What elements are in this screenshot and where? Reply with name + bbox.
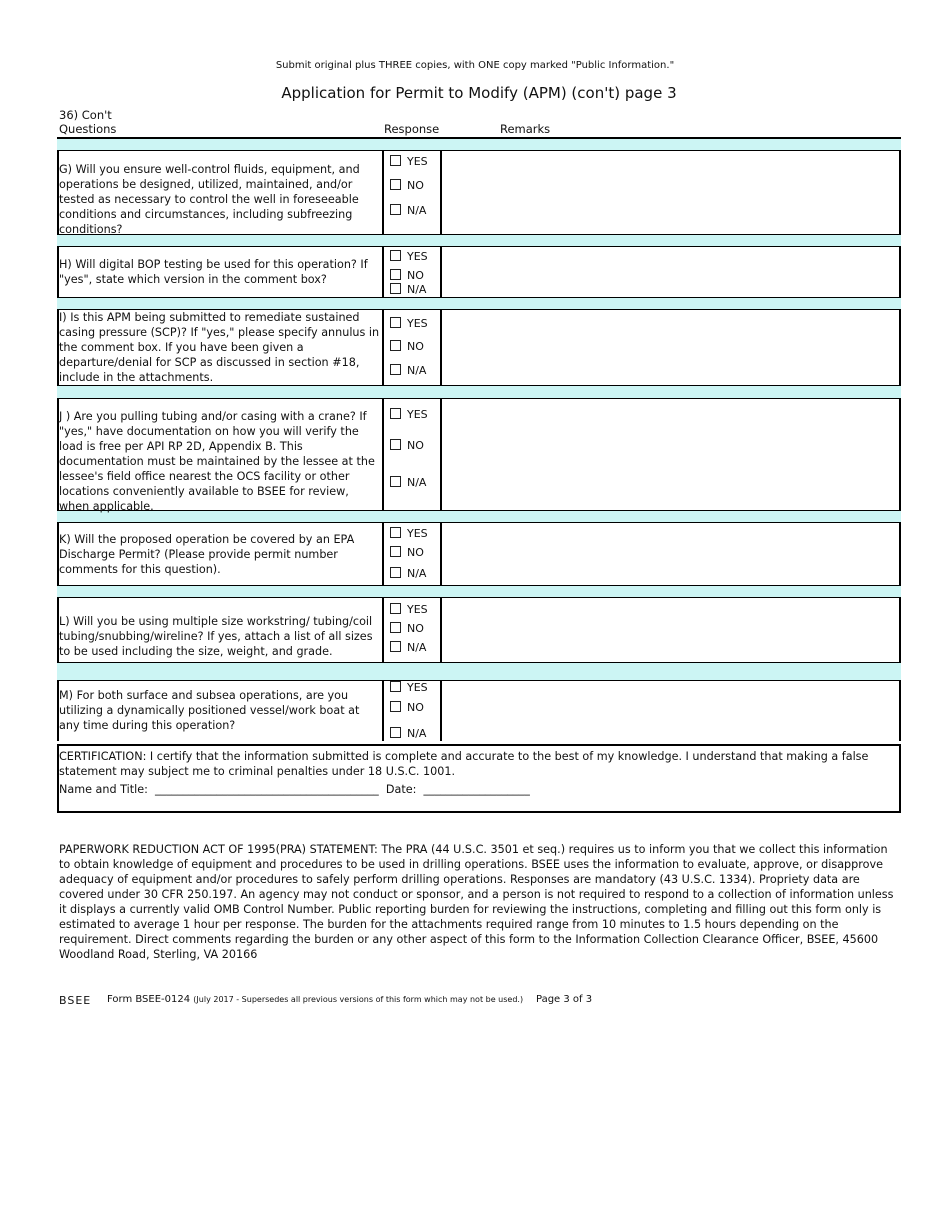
no-checkbox[interactable] bbox=[390, 439, 401, 450]
column-divider bbox=[382, 247, 384, 297]
question-k: K) Will the proposed operation be covered by an EPA Discharge Permit? (Please provide permit number comments for this question). bbox=[59, 533, 355, 576]
yes-checkbox[interactable] bbox=[390, 527, 401, 538]
option-yes[interactable]: YES bbox=[390, 250, 428, 263]
form-note: (July 2017 - Supersedes all previous versions of this form which may not be used.) bbox=[193, 995, 524, 1004]
option-na[interactable]: N/A bbox=[390, 567, 426, 580]
row-separator bbox=[57, 297, 901, 310]
footer-page-number: Page 3 of 3 bbox=[536, 994, 593, 1005]
option-yes[interactable]: YES bbox=[390, 681, 428, 694]
question-l: L) Will you be using multiple size workstring/ tubing/coil tubing/snubbing/wireline? If yes, attach a list of all sizes to be used including the size, weight, and grade. bbox=[59, 615, 373, 658]
footer-agency: BSEE bbox=[59, 994, 92, 1007]
option-no[interactable]: NO bbox=[390, 179, 424, 192]
no-checkbox[interactable] bbox=[390, 622, 401, 633]
na-checkbox[interactable] bbox=[390, 283, 401, 294]
na-checkbox[interactable] bbox=[390, 727, 401, 738]
column-divider bbox=[440, 681, 442, 741]
option-yes[interactable]: YES bbox=[390, 408, 428, 421]
na-checkbox[interactable] bbox=[390, 364, 401, 375]
column-divider bbox=[382, 310, 384, 385]
section-number: 36) Con't bbox=[59, 108, 112, 122]
yes-checkbox[interactable] bbox=[390, 408, 401, 419]
yes-checkbox[interactable] bbox=[390, 681, 401, 692]
certification-text: CERTIFICATION: I certify that the information submitted is complete and accurate to the best of my knowledge. I understand that making a false statement may subject me to criminal penalties under 18 U.S.C. 1001. bbox=[59, 750, 869, 778]
column-divider bbox=[382, 151, 384, 234]
option-na[interactable]: N/A bbox=[390, 204, 426, 217]
no-checkbox[interactable] bbox=[390, 179, 401, 190]
form-title: Application for Permit to Modify (APM) (con't) page 3 bbox=[281, 84, 677, 102]
question-i: I) Is this APM being submitted to remediate sustained casing pressure (SCP)? If "yes," please specify annulus in the comment box. If you have been given a departure/denial for SCP as discussed in section #18, include in the attachments. bbox=[59, 311, 380, 384]
column-divider bbox=[382, 523, 384, 585]
yes-checkbox[interactable] bbox=[390, 603, 401, 614]
option-yes[interactable]: YES bbox=[390, 317, 428, 330]
option-yes[interactable]: YES bbox=[390, 527, 428, 540]
option-no[interactable]: NO bbox=[390, 546, 424, 559]
column-divider bbox=[440, 151, 442, 234]
column-divider bbox=[382, 598, 384, 662]
row-separator bbox=[57, 585, 901, 598]
yes-checkbox[interactable] bbox=[390, 250, 401, 261]
question-g: G) Will you ensure well-control fluids, equipment, and operations be designed, utilized, maintained, and/or tested as necessary to control the well in foreseeable conditions and circumstances, including subfreezing conditions? bbox=[59, 163, 360, 236]
pra-statement: PAPERWORK REDUCTION ACT OF 1995(PRA) STATEMENT: The PRA (44 U.S.C. 3501 et seq.) requires us to inform you that we collect this information to obtain knowledge of equipment and procedures to be used in drilling operations. BSEE uses the information to evaluate, approve, or disapprove adequacy of equipment and/or procedures to safely perform drilling operations. Responses are mandatory (43 U.S.C. 1334). Propriety data are covered under 30 CFR 250.197. An agency may not conduct or sponsor, and a person is not required to respond to a collection of information unless it displays a currently valid OMB Control Number. Public reporting burden for reviewing the instructions, completing and filling out this form only is estimated to average 1 hour per response. The burden for the attachments required range from 10 minutes to 1.5 hours depending on the requirement. Direct comments regarding the burden or any other aspect of this form to the Information Collection Clearance Officer, BSEE, 45600 Woodland Road, Sterling, VA 20166 bbox=[59, 843, 894, 961]
row-separator bbox=[57, 138, 901, 151]
no-checkbox[interactable] bbox=[390, 546, 401, 557]
yes-checkbox[interactable] bbox=[390, 155, 401, 166]
row-separator bbox=[57, 385, 901, 399]
yes-checkbox[interactable] bbox=[390, 317, 401, 328]
no-checkbox[interactable] bbox=[390, 701, 401, 712]
question-h: H) Will digital BOP testing be used for this operation? If "yes", state which version in the comment box? bbox=[59, 258, 368, 286]
na-checkbox[interactable] bbox=[390, 641, 401, 652]
na-checkbox[interactable] bbox=[390, 476, 401, 487]
option-no[interactable]: NO bbox=[390, 439, 424, 452]
option-na[interactable]: N/A bbox=[390, 364, 426, 377]
submit-note: Submit original plus THREE copies, with ONE copy marked "Public Information." bbox=[275, 60, 675, 71]
option-no[interactable]: NO bbox=[390, 701, 424, 714]
option-na[interactable]: N/A bbox=[390, 641, 426, 654]
option-na[interactable]: N/A bbox=[390, 476, 426, 489]
option-no[interactable]: NO bbox=[390, 340, 424, 353]
row-separator bbox=[57, 662, 901, 681]
question-j: J ) Are you pulling tubing and/or casing with a crane? If "yes," have documentation on how you will verify the load is free per API RP 2D, Appendix B. This documentation must be maintained by the lessee at the lessee's field office nearest the OCS facility or other locations conveniently available to BSEE for review, when applicable. bbox=[59, 410, 375, 513]
na-checkbox[interactable] bbox=[390, 204, 401, 215]
column-divider bbox=[440, 399, 442, 510]
no-checkbox[interactable] bbox=[390, 269, 401, 280]
column-divider bbox=[440, 598, 442, 662]
option-na[interactable]: N/A bbox=[390, 727, 426, 740]
option-na[interactable]: N/A bbox=[390, 283, 426, 296]
option-no[interactable]: NO bbox=[390, 622, 424, 635]
column-divider bbox=[440, 247, 442, 297]
column-divider bbox=[440, 310, 442, 385]
option-yes[interactable]: YES bbox=[390, 155, 428, 168]
no-checkbox[interactable] bbox=[390, 340, 401, 351]
column-header-questions: Questions bbox=[59, 122, 117, 136]
column-divider bbox=[382, 399, 384, 510]
column-divider bbox=[440, 523, 442, 585]
na-checkbox[interactable] bbox=[390, 567, 401, 578]
form-id: Form BSEE-0124 bbox=[107, 994, 191, 1005]
column-header-response: Response bbox=[384, 122, 440, 136]
column-divider bbox=[382, 681, 384, 741]
column-header-remarks: Remarks bbox=[500, 122, 551, 136]
name-title-date-field[interactable]: Name and Title: ________________________________________ Date: ___________________ bbox=[59, 783, 530, 796]
footer-form-id bbox=[107, 994, 523, 1005]
option-yes[interactable]: YES bbox=[390, 603, 428, 616]
question-m: M) For both surface and subsea operations, are you utilizing a dynamically positioned vessel/work boat at any time during this operation? bbox=[59, 689, 360, 732]
option-no[interactable]: NO bbox=[390, 269, 424, 282]
